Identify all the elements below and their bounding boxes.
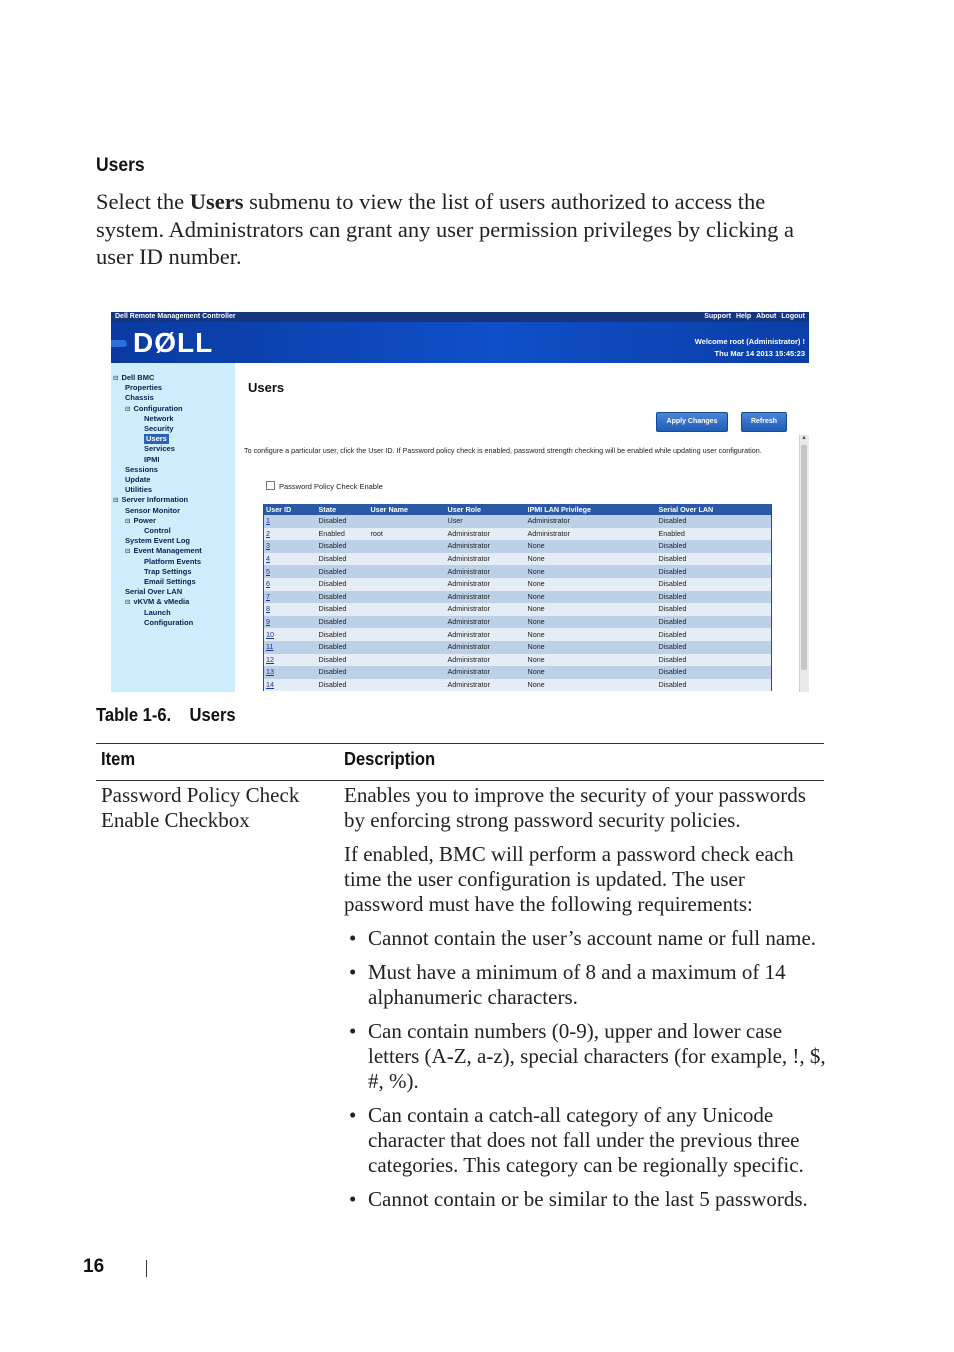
users-table-cell: Disabled [657, 679, 772, 692]
intro-paragraph: Select the Users submenu to view the list of users authorized to access the system. Administrators can grant any user permission privileges by clicking a user ID number. [96, 189, 794, 269]
nav-item-serial-over-lan[interactable] [125, 587, 182, 597]
users-table-cell: None [526, 616, 657, 629]
table-top-rule [96, 743, 824, 744]
bmc-content [235, 363, 809, 692]
users-table-cell: Disabled [317, 565, 369, 578]
users-table-cell: Disabled [657, 540, 772, 553]
nav-item-control[interactable] [144, 526, 171, 536]
users-table-row [264, 603, 772, 616]
nav-item-label: Properties [125, 383, 163, 393]
nav-item-label: Control [144, 526, 171, 535]
users-table-cell: Disabled [317, 603, 369, 616]
users-table-cell: Disabled [657, 641, 772, 654]
user-id-link[interactable]: 3 [264, 540, 317, 553]
item-cell: Password Policy Check Enable Checkbox [101, 783, 300, 832]
apply-changes-button[interactable]: Apply Changes [656, 412, 728, 432]
expand-toggle-icon[interactable]: ⊟ [125, 548, 131, 556]
users-table-cell [369, 616, 446, 629]
users-table-cell: Administrator [446, 565, 526, 578]
users-column-header: User Name [369, 504, 446, 515]
users-table-cell: root [369, 528, 446, 541]
table-header-rule [96, 780, 824, 781]
description-cell [344, 783, 826, 1221]
nav-item-services[interactable] [144, 444, 175, 454]
bmc-topbar-title: Dell Remote Management Controller [115, 313, 236, 320]
nav-item-label: Event Management [133, 546, 202, 556]
users-table-cell: Administrator [446, 628, 526, 641]
help-link[interactable]: Help [735, 313, 752, 320]
users-table-cell: Administrator [526, 528, 657, 541]
users-table-cell: Administrator [446, 591, 526, 604]
user-id-link[interactable]: 6 [264, 578, 317, 591]
users-table-cell: User [446, 515, 526, 528]
refresh-button[interactable]: Refresh [741, 412, 787, 432]
users-table-cell: Disabled [317, 540, 369, 553]
expand-toggle-icon[interactable]: ⊟ [113, 375, 119, 382]
nav-item-label: Serial Over LAN [125, 587, 183, 597]
nav-item-label: System Event Log [125, 536, 191, 546]
nav-item-update[interactable] [125, 475, 150, 485]
users-table-cell: Disabled [657, 578, 772, 591]
users-table-cell: Enabled [657, 528, 772, 541]
users-table-cell: None [526, 679, 657, 692]
bullet-icon: • [349, 1103, 357, 1127]
user-id-link[interactable]: 7 [264, 591, 317, 604]
users-table-cell [369, 553, 446, 566]
users-table-cell: Disabled [657, 603, 772, 616]
expand-toggle-icon[interactable]: ⊟ [125, 405, 131, 413]
nav-item-network[interactable] [144, 414, 174, 424]
users-table-row [264, 641, 772, 654]
description-paragraph-1: Enables you to improve the security of your passwords by enforcing strong password security policies. [344, 783, 806, 832]
nav-item-label: Configuration [144, 617, 194, 627]
password-policy-label: Password Policy Check Enable [279, 482, 383, 491]
users-table-row [264, 628, 772, 641]
datetime-text: Thu Mar 14 2013 15:45:23 [714, 349, 805, 358]
user-id-link[interactable]: 1 [264, 515, 317, 528]
users-table-cell: Disabled [317, 666, 369, 679]
nav-item-configuration[interactable] [144, 618, 193, 628]
users-table-cell: None [526, 565, 657, 578]
users-table-cell: None [526, 666, 657, 679]
nav-item-label: Platform Events [144, 556, 202, 566]
users-table-cell: Disabled [657, 553, 772, 566]
requirement-text: Can contain a catch-all category of any Unicode character that does not fall under the previous three categories. This category can be regionally specific. [368, 1103, 804, 1177]
users-table-cell [369, 591, 446, 604]
nav-item-label: Security [144, 424, 174, 433]
users-table-row [264, 679, 772, 692]
users-table-cell: Disabled [317, 553, 369, 566]
nav-item-launch[interactable] [144, 608, 171, 618]
users-table-row [264, 565, 772, 578]
users-column-header: State [317, 504, 369, 515]
users-table-row [264, 528, 772, 541]
bmc-topbar [111, 312, 809, 322]
users-table-row [264, 540, 772, 553]
users-table-cell: Disabled [657, 616, 772, 629]
dell-logo: DØLL [133, 327, 214, 358]
welcome-block [695, 336, 805, 360]
users-table-cell: None [526, 603, 657, 616]
users-table-cell: Administrator [446, 578, 526, 591]
scroll-up-arrow[interactable]: ▲ [801, 435, 807, 441]
nav-item-label: Utilities [125, 485, 153, 495]
password-policy-row [266, 481, 383, 492]
users-table-row [264, 591, 772, 604]
users-table-cell: None [526, 641, 657, 654]
users-table-cell: Administrator [446, 666, 526, 679]
bullet-icon: • [349, 960, 357, 984]
users-table-cell [369, 515, 446, 528]
users-table-cell [369, 628, 446, 641]
bmc-nav-tree [111, 363, 235, 692]
nav-item-label: Users [146, 434, 167, 444]
users-table-cell: Enabled [317, 528, 369, 541]
users-table-cell: Administrator [446, 553, 526, 566]
nav-item-label: Configuration [133, 403, 183, 413]
expand-toggle-icon[interactable]: ⊟ [113, 497, 119, 505]
users-table-cell: None [526, 628, 657, 641]
user-id-link[interactable]: 8 [264, 603, 317, 616]
users-table-cell: Administrator [446, 679, 526, 692]
nav-item-label: vKVM & vMedia [133, 597, 190, 607]
users-column-header: Serial Over LAN [657, 504, 772, 515]
users-instructions: To configure a particular user, click the User ID. If Password policy check is enabled, password strength checking will be enabled while updating user configuration. [244, 446, 762, 455]
users-table-cell: None [526, 654, 657, 667]
users-table-cell [369, 666, 446, 679]
welcome-text: Welcome root (Administrator) ! [694, 337, 805, 346]
section-heading: Users [96, 155, 145, 176]
requirement-text: Cannot contain the user’s account name or full name. [368, 926, 817, 950]
users-table-cell: None [526, 553, 657, 566]
column-header-description: Description [344, 749, 436, 769]
banner-swoosh [111, 340, 127, 347]
bullet-icon: • [349, 1187, 357, 1211]
users-column-header: User Role [446, 504, 526, 515]
users-screenshot [111, 312, 809, 692]
requirement-item [344, 926, 826, 951]
page-title: Users [248, 380, 285, 395]
user-id-link[interactable]: 2 [264, 528, 317, 541]
users-table-row [264, 616, 772, 629]
users-table-cell: Administrator [446, 641, 526, 654]
users-table-cell: Disabled [657, 515, 772, 528]
nav-item-email-settings[interactable] [144, 577, 196, 587]
users-table-cell: Disabled [317, 616, 369, 629]
user-id-link[interactable]: 10 [264, 628, 317, 641]
requirement-text: Can contain numbers (0-9), upper and lower case letters (A-Z, a-z), special characters (for example, !, $, #, %). [368, 1019, 826, 1093]
users-table-cell [369, 565, 446, 578]
nav-item-chassis[interactable] [125, 393, 154, 403]
users-table-cell: Administrator [446, 603, 526, 616]
users-table-cell: Disabled [657, 565, 772, 578]
user-id-link[interactable]: 4 [264, 553, 317, 566]
user-id-link[interactable]: 11 [264, 641, 317, 654]
nav-item-label: Network [144, 413, 174, 423]
nav-item-sessions[interactable] [125, 465, 158, 475]
nav-item-label: Trap Settings [144, 566, 192, 576]
table-caption: Table 1-6. Users [96, 705, 236, 725]
users-table-cell: Disabled [317, 654, 369, 667]
users-table-cell [369, 578, 446, 591]
users-table-cell: Disabled [657, 654, 772, 667]
expand-toggle-icon[interactable]: ⊟ [125, 599, 131, 607]
users-table-cell [369, 540, 446, 553]
users-table-cell [369, 654, 446, 667]
users-table-cell: None [526, 540, 657, 553]
user-id-link[interactable]: 12 [264, 654, 317, 667]
requirement-item [344, 1019, 826, 1094]
users-table-cell: None [526, 578, 657, 591]
nav-item-label: Email Settings [144, 577, 196, 586]
users-table-cell [369, 679, 446, 692]
users-table-cell: Disabled [317, 591, 369, 604]
requirement-text: Must have a minimum of 8 and a maximum of 14 alphanumeric characters. [368, 960, 786, 1009]
nav-item-label: Sessions [125, 464, 158, 474]
users-table-row [264, 553, 772, 566]
users-table-cell: Administrator [446, 654, 526, 667]
support-link[interactable]: Support [704, 313, 732, 320]
users-table-row [264, 666, 772, 679]
nav-item-label: Power [133, 515, 156, 525]
bmc-banner [111, 322, 809, 363]
content-scrollbar[interactable] [799, 435, 809, 692]
description-paragraph-2: If enabled, BMC will perform a password check each time the user configuration is updated. The user password must have the following requirements: [344, 842, 794, 916]
users-table-cell: Administrator [446, 528, 526, 541]
about-link[interactable]: About [756, 313, 777, 320]
nav-item-label: Services [144, 444, 175, 454]
nav-item-label: Update [125, 475, 151, 484]
users-table [263, 504, 772, 691]
nav-item-platform-events[interactable] [144, 557, 201, 567]
users-column-header: IPMI LAN Privilege [526, 504, 657, 515]
expand-toggle-icon[interactable]: ⊟ [125, 517, 131, 525]
requirement-item [344, 1187, 826, 1212]
nav-item-label: Launch [144, 607, 171, 617]
users-table-cell [369, 603, 446, 616]
users-table-cell: Disabled [317, 679, 369, 692]
user-id-link[interactable]: 14 [264, 679, 317, 692]
nav-item-label: Sensor Monitor [125, 505, 181, 515]
column-header-item: Item [101, 749, 136, 769]
nav-item-label: Server Information [121, 495, 189, 505]
users-table-cell: Administrator [446, 540, 526, 553]
bullet-icon: • [349, 926, 357, 950]
nav-item-trap-settings[interactable] [144, 567, 192, 577]
nav-item-utilities[interactable] [125, 485, 152, 495]
requirement-item [344, 960, 826, 1010]
logout-link[interactable]: Logout [781, 313, 805, 320]
users-table-cell: Disabled [657, 628, 772, 641]
nav-item-users[interactable] [144, 434, 169, 444]
nav-item-label: IPMI [144, 454, 160, 464]
users-table-cell: Administrator [526, 515, 657, 528]
nav-item-label: Dell BMC [121, 373, 155, 382]
users-table-cell: Disabled [657, 666, 772, 679]
users-table-row [264, 515, 772, 528]
nav-item-system-event-log[interactable] [125, 536, 190, 546]
nav-item-ipmi[interactable] [144, 455, 159, 465]
requirements-list [344, 926, 826, 1212]
users-table-cell: Disabled [657, 591, 772, 604]
nav-item-sensor-monitor[interactable] [125, 506, 180, 516]
users-table-row [264, 578, 772, 591]
nav-item-properties[interactable] [125, 383, 162, 393]
bullet-icon: • [349, 1019, 357, 1043]
users-table-row [264, 654, 772, 667]
scrollbar-thumb[interactable] [801, 445, 807, 670]
users-table-cell: Disabled [317, 515, 369, 528]
users-table-cell: Disabled [317, 578, 369, 591]
users-table-cell: Disabled [317, 641, 369, 654]
page-number: 16 [83, 1256, 105, 1277]
requirement-item [344, 1103, 826, 1178]
users-table-cell: Administrator [446, 616, 526, 629]
users-table-cell: Disabled [317, 628, 369, 641]
nav-item-label: Chassis [125, 393, 154, 403]
user-id-link[interactable]: 9 [264, 616, 317, 629]
folio-divider [146, 1260, 147, 1277]
user-id-link[interactable]: 13 [264, 666, 317, 679]
users-column-header: User ID [264, 504, 317, 515]
nav-item-security[interactable] [144, 424, 174, 434]
users-term: Users [189, 189, 244, 214]
users-table-cell: None [526, 591, 657, 604]
requirement-text: Cannot contain or be similar to the last 5 passwords. [368, 1187, 808, 1211]
user-id-link[interactable]: 5 [264, 565, 317, 578]
password-policy-checkbox[interactable] [266, 481, 275, 490]
users-table-cell [369, 641, 446, 654]
